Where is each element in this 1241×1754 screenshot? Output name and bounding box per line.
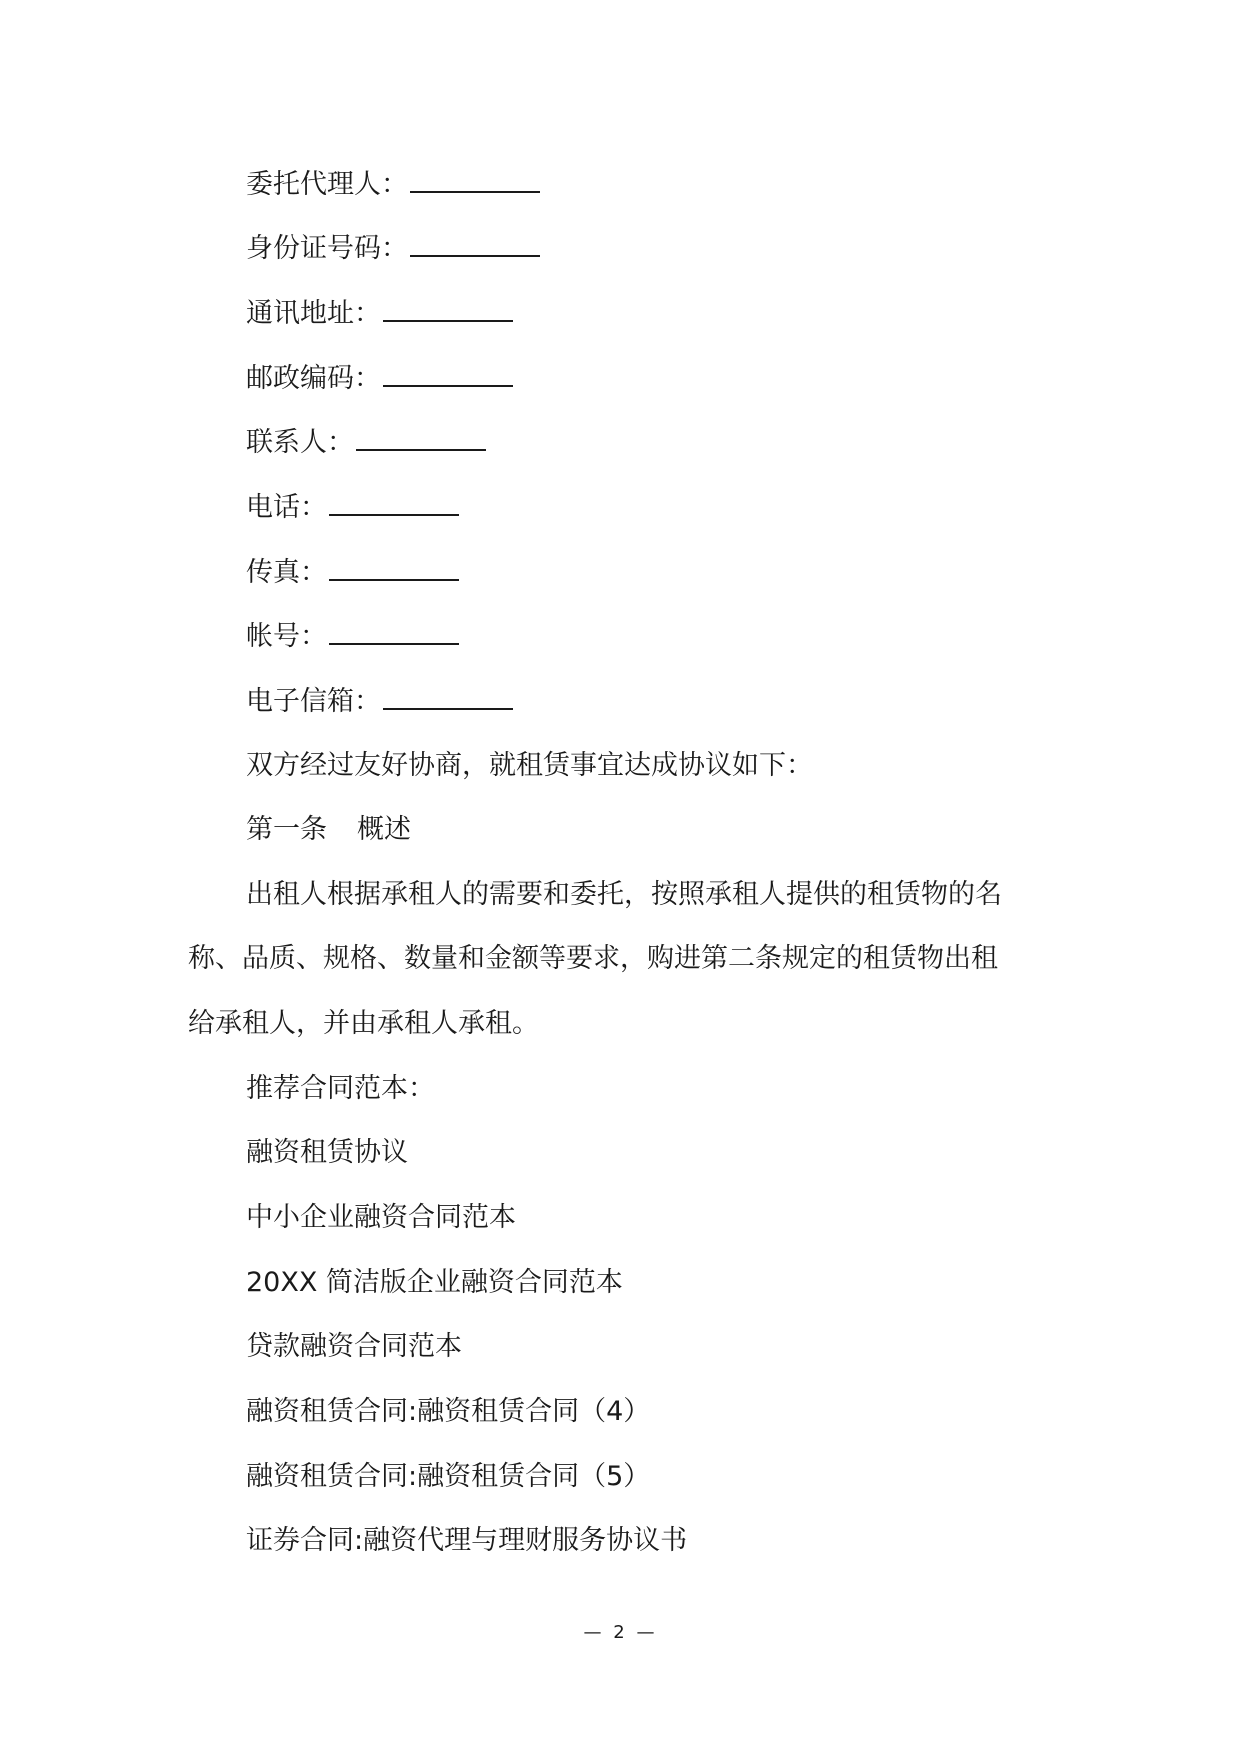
field-label: 帐号： [246,621,327,652]
field-postal-code [246,361,513,396]
blank-line [356,425,486,451]
blank-line [383,361,513,387]
recommended-item[interactable]: 证券合同:融资代理与理财服务协议书 [246,1525,688,1556]
blank-line [410,231,540,257]
field-label: 电话： [246,492,327,523]
blank-line [383,684,513,710]
blank-line [383,296,513,322]
recommended-item[interactable]: 中小企业融资合同范本 [246,1202,516,1233]
intro-text: 双方经过友好协商，就租赁事宜达成协议如下： [246,750,813,781]
article-body-line: 出租人根据承租人的需要和委托，按照承租人提供的租赁物的名 [246,879,1002,910]
field-label: 通讯地址： [246,298,381,329]
recommended-item[interactable]: 融资租赁合同:融资租赁合同（5） [246,1461,651,1492]
field-account [246,619,459,654]
article-body-line: 称、品质、规格、数量和金额等要求，购进第二条规定的租赁物出租 [188,943,998,974]
field-id-number [246,231,540,266]
field-fax [246,555,459,590]
article-title: 概述 [357,814,411,845]
field-label: 委托代理人： [246,169,408,200]
recommended-item[interactable]: 融资租赁协议 [246,1137,408,1168]
blank-line [329,555,459,581]
article-body-line: 给承租人，并由承租人承租。 [188,1008,539,1039]
field-phone [246,490,459,525]
recommended-heading: 推荐合同范本： [246,1073,435,1104]
field-label: 身份证号码： [246,233,408,264]
field-address [246,296,513,331]
article-number: 第一条 [246,814,327,845]
recommended-item[interactable]: 贷款融资合同范本 [246,1331,462,1362]
recommended-item[interactable]: 20XX 简洁版企业融资合同范本 [246,1267,623,1298]
recommended-item[interactable]: 融资租赁合同:融资租赁合同（4） [246,1396,651,1427]
blank-line [410,167,540,193]
page-number: — 2 — [583,1622,658,1643]
field-label: 邮政编码： [246,363,381,394]
field-label: 联系人： [246,427,354,458]
blank-line [329,619,459,645]
field-agent [246,167,540,202]
field-label: 传真： [246,557,327,588]
field-label: 电子信箱： [246,686,381,717]
blank-line [329,490,459,516]
field-contact [246,425,486,460]
field-email [246,684,513,719]
article-heading [246,813,411,847]
